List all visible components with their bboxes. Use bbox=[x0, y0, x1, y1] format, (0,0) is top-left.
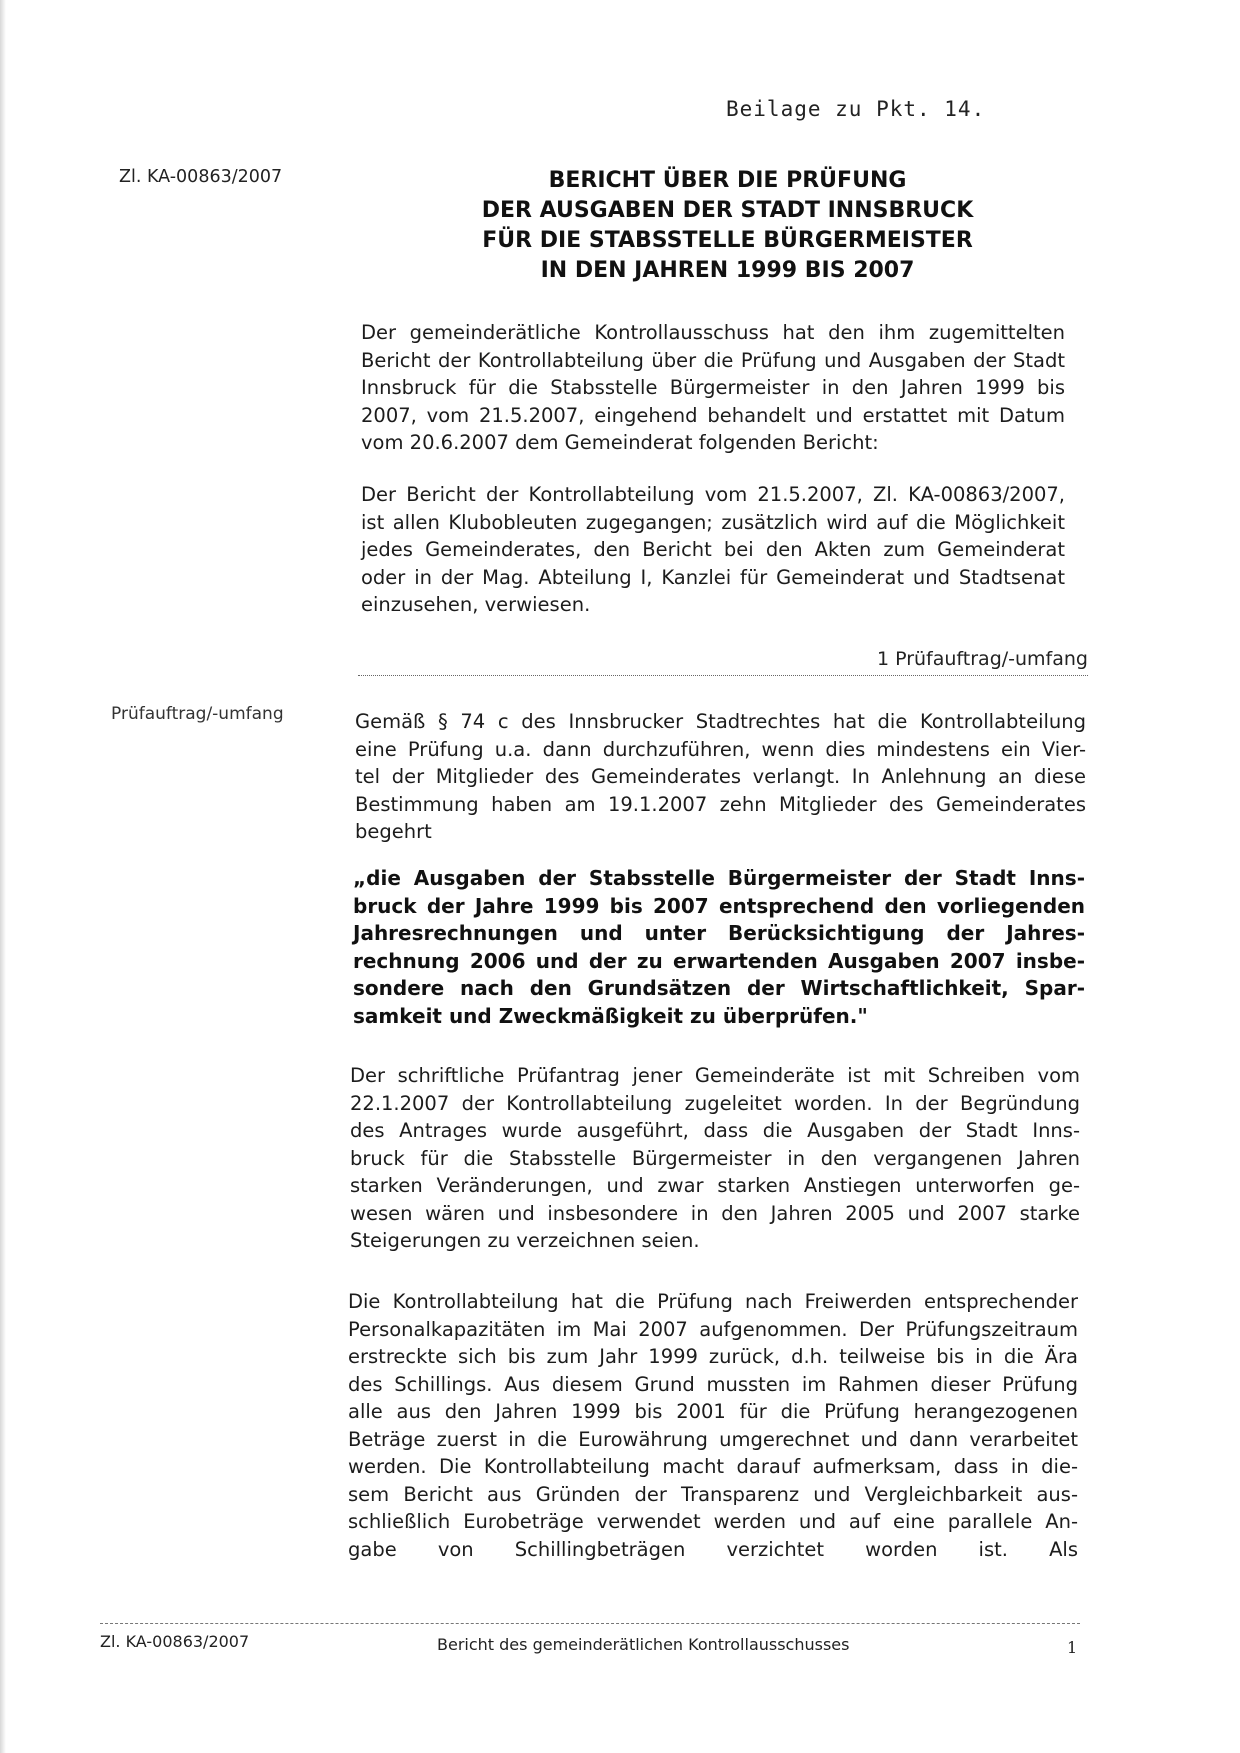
section-divider bbox=[358, 675, 1088, 676]
document-reference: Zl. KA-00863/2007 bbox=[119, 167, 283, 187]
text-line: jedes Gemeinderates, den Bericht bei den Akten zum Gemeinderat bbox=[361, 538, 1065, 561]
text-line: Gemäß § 74 c des Innsbrucker Stadtrechtes hat die Kontrollabteilung bbox=[355, 710, 1086, 733]
text-line: starken Veränderungen, und zwar starken Anstiegen unterworfen ge- bbox=[350, 1174, 1080, 1197]
section-paragraph-1 bbox=[355, 708, 1086, 846]
intro-paragraph-1 bbox=[361, 319, 1065, 457]
footer-divider bbox=[100, 1623, 1080, 1624]
text-line: ist allen Klubobleuten zugegangen; zusätzlich wird auf die Möglichkeit bbox=[361, 510, 1065, 534]
text-line: des Schillings. Aus diesem Grund mussten im Rahmen dieser Prüfung bbox=[348, 1372, 1078, 1396]
text-line: einzusehen, verwiesen. bbox=[361, 593, 591, 616]
text-line: des Antrages wurde ausgeführt, dass die Ausgaben der Stadt Inns- bbox=[350, 1119, 1080, 1142]
attachment-stamp: Beilage zu Pkt. 14. bbox=[726, 97, 986, 121]
text-line: Bericht der Kontrollabteilung über die Prüfung und Ausgaben der Stadt bbox=[361, 348, 1065, 372]
text-line: oder in der Mag. Abteilung I, Kanzlei für Gemeinderat und Stadtsenat bbox=[361, 565, 1065, 589]
text-line: 22.1.2007 der Kontrollabteilung zugeleitet worden. In der Begründung bbox=[350, 1091, 1080, 1115]
text-line: Beträge zuerst in die Eurowährung umgerechnet und dann verarbeitet bbox=[348, 1427, 1078, 1451]
text-line: Steigerungen zu verzeichnen seien. bbox=[350, 1229, 700, 1252]
text-line: schließlich Eurobeträge verwendet werden und auf eine parallele An- bbox=[348, 1510, 1078, 1533]
quote-line: rechnung 2006 und der zu erwartenden Ausgaben 2007 insbe- bbox=[353, 948, 1085, 973]
section-heading: 1 Prüfauftrag/-umfang bbox=[876, 648, 1088, 670]
quote-line: Jahresrechnungen und unter Berücksichtigung der Jahres- bbox=[353, 921, 1085, 945]
text-line: gabe von Schillingbeträgen verzichtet worden ist. Als bbox=[348, 1537, 1078, 1561]
text-line: Der Bericht der Kontrollabteilung vom 21.5.2007, Zl. KA-00863/2007, bbox=[361, 483, 1065, 506]
margin-label: Prüfauftrag/-umfang bbox=[111, 704, 284, 724]
quote-line: bruck der Jahre 1999 bis 2007 entsprechend den vorliegenden bbox=[353, 893, 1085, 918]
intro-paragraph-2 bbox=[361, 481, 1065, 619]
title-line: IN DEN JAHREN 1999 BIS 2007 bbox=[540, 258, 915, 283]
text-line: Der schriftliche Prüfantrag jener Gemeinderäte ist mit Schreiben vom bbox=[350, 1064, 1080, 1087]
text-line: sem Bericht aus Gründen der Transparenz und Vergleichbarkeit aus- bbox=[348, 1482, 1078, 1506]
text-line: Innsbruck für die Stabsstelle Bürgermeister in den Jahren 1999 bis bbox=[361, 376, 1065, 399]
text-line: Die Kontrollabteilung hat die Prüfung nach Freiwerden entsprechender bbox=[348, 1290, 1078, 1313]
footer-title: Bericht des gemeinderätlichen Kontrollausschusses bbox=[437, 1635, 850, 1654]
quote-line: samkeit und Zweckmäßigkeit zu überprüfen." bbox=[353, 1003, 868, 1028]
quote-line: „die Ausgaben der Stabsstelle Bürgermeister der Stadt Inns- bbox=[353, 866, 1085, 890]
text-line: werden. Die Kontrollabteilung macht darauf aufmerksam, dass in die- bbox=[348, 1455, 1078, 1478]
text-line: alle aus den Jahren 1999 bis 2001 für die Prüfung herangezogenen bbox=[348, 1400, 1078, 1423]
text-line: wesen wären und insbesondere in den Jahren 2005 und 2007 starke bbox=[350, 1201, 1080, 1225]
quote-line: sondere nach den Grundsätzen der Wirtschaftlichkeit, Spar- bbox=[353, 976, 1085, 1000]
report-title bbox=[430, 166, 1025, 286]
text-line: Personalkapazitäten im Mai 2007 aufgenommen. Der Prüfungszeitraum bbox=[348, 1317, 1078, 1341]
text-line: begehrt bbox=[355, 820, 432, 843]
section-paragraph-3 bbox=[348, 1288, 1078, 1563]
text-line: vom 20.6.2007 dem Gemeinderat folgenden Bericht: bbox=[361, 431, 879, 454]
text-line: bruck für die Stabsstelle Bürgermeister in den vergangenen Jahren bbox=[350, 1146, 1080, 1170]
quoted-request bbox=[353, 865, 1085, 1030]
footer-reference: Zl. KA-00863/2007 bbox=[100, 1632, 250, 1651]
text-line: Bestimmung haben am 19.1.2007 zehn Mitglieder des Gemeinderates bbox=[355, 792, 1086, 816]
text-line: eine Prüfung u.a. dann durchzuführen, wenn dies mindestens ein Vier- bbox=[355, 737, 1086, 761]
scan-page-edge bbox=[0, 0, 6, 1753]
text-line: tel der Mitglieder des Gemeinderates verlangt. In Anlehnung an diese bbox=[355, 765, 1086, 788]
page-number: 1 bbox=[1067, 1638, 1078, 1657]
text-line: erstreckte sich bis zum Jahr 1999 zurück, d.h. teilweise bis in die Ära bbox=[348, 1345, 1078, 1368]
title-line: BERICHT ÜBER DIE PRÜFUNG bbox=[548, 168, 907, 193]
section-paragraph-2 bbox=[350, 1062, 1080, 1255]
title-line: FÜR DIE STABSSTELLE BÜRGERMEISTER bbox=[482, 228, 973, 253]
text-line: Der gemeinderätliche Kontrollausschuss hat den ihm zugemittelten bbox=[361, 321, 1065, 344]
title-line: DER AUSGABEN DER STADT INNSBRUCK bbox=[481, 198, 974, 223]
text-line: 2007, vom 21.5.2007, eingehend behandelt und erstattet mit Datum bbox=[361, 403, 1065, 427]
